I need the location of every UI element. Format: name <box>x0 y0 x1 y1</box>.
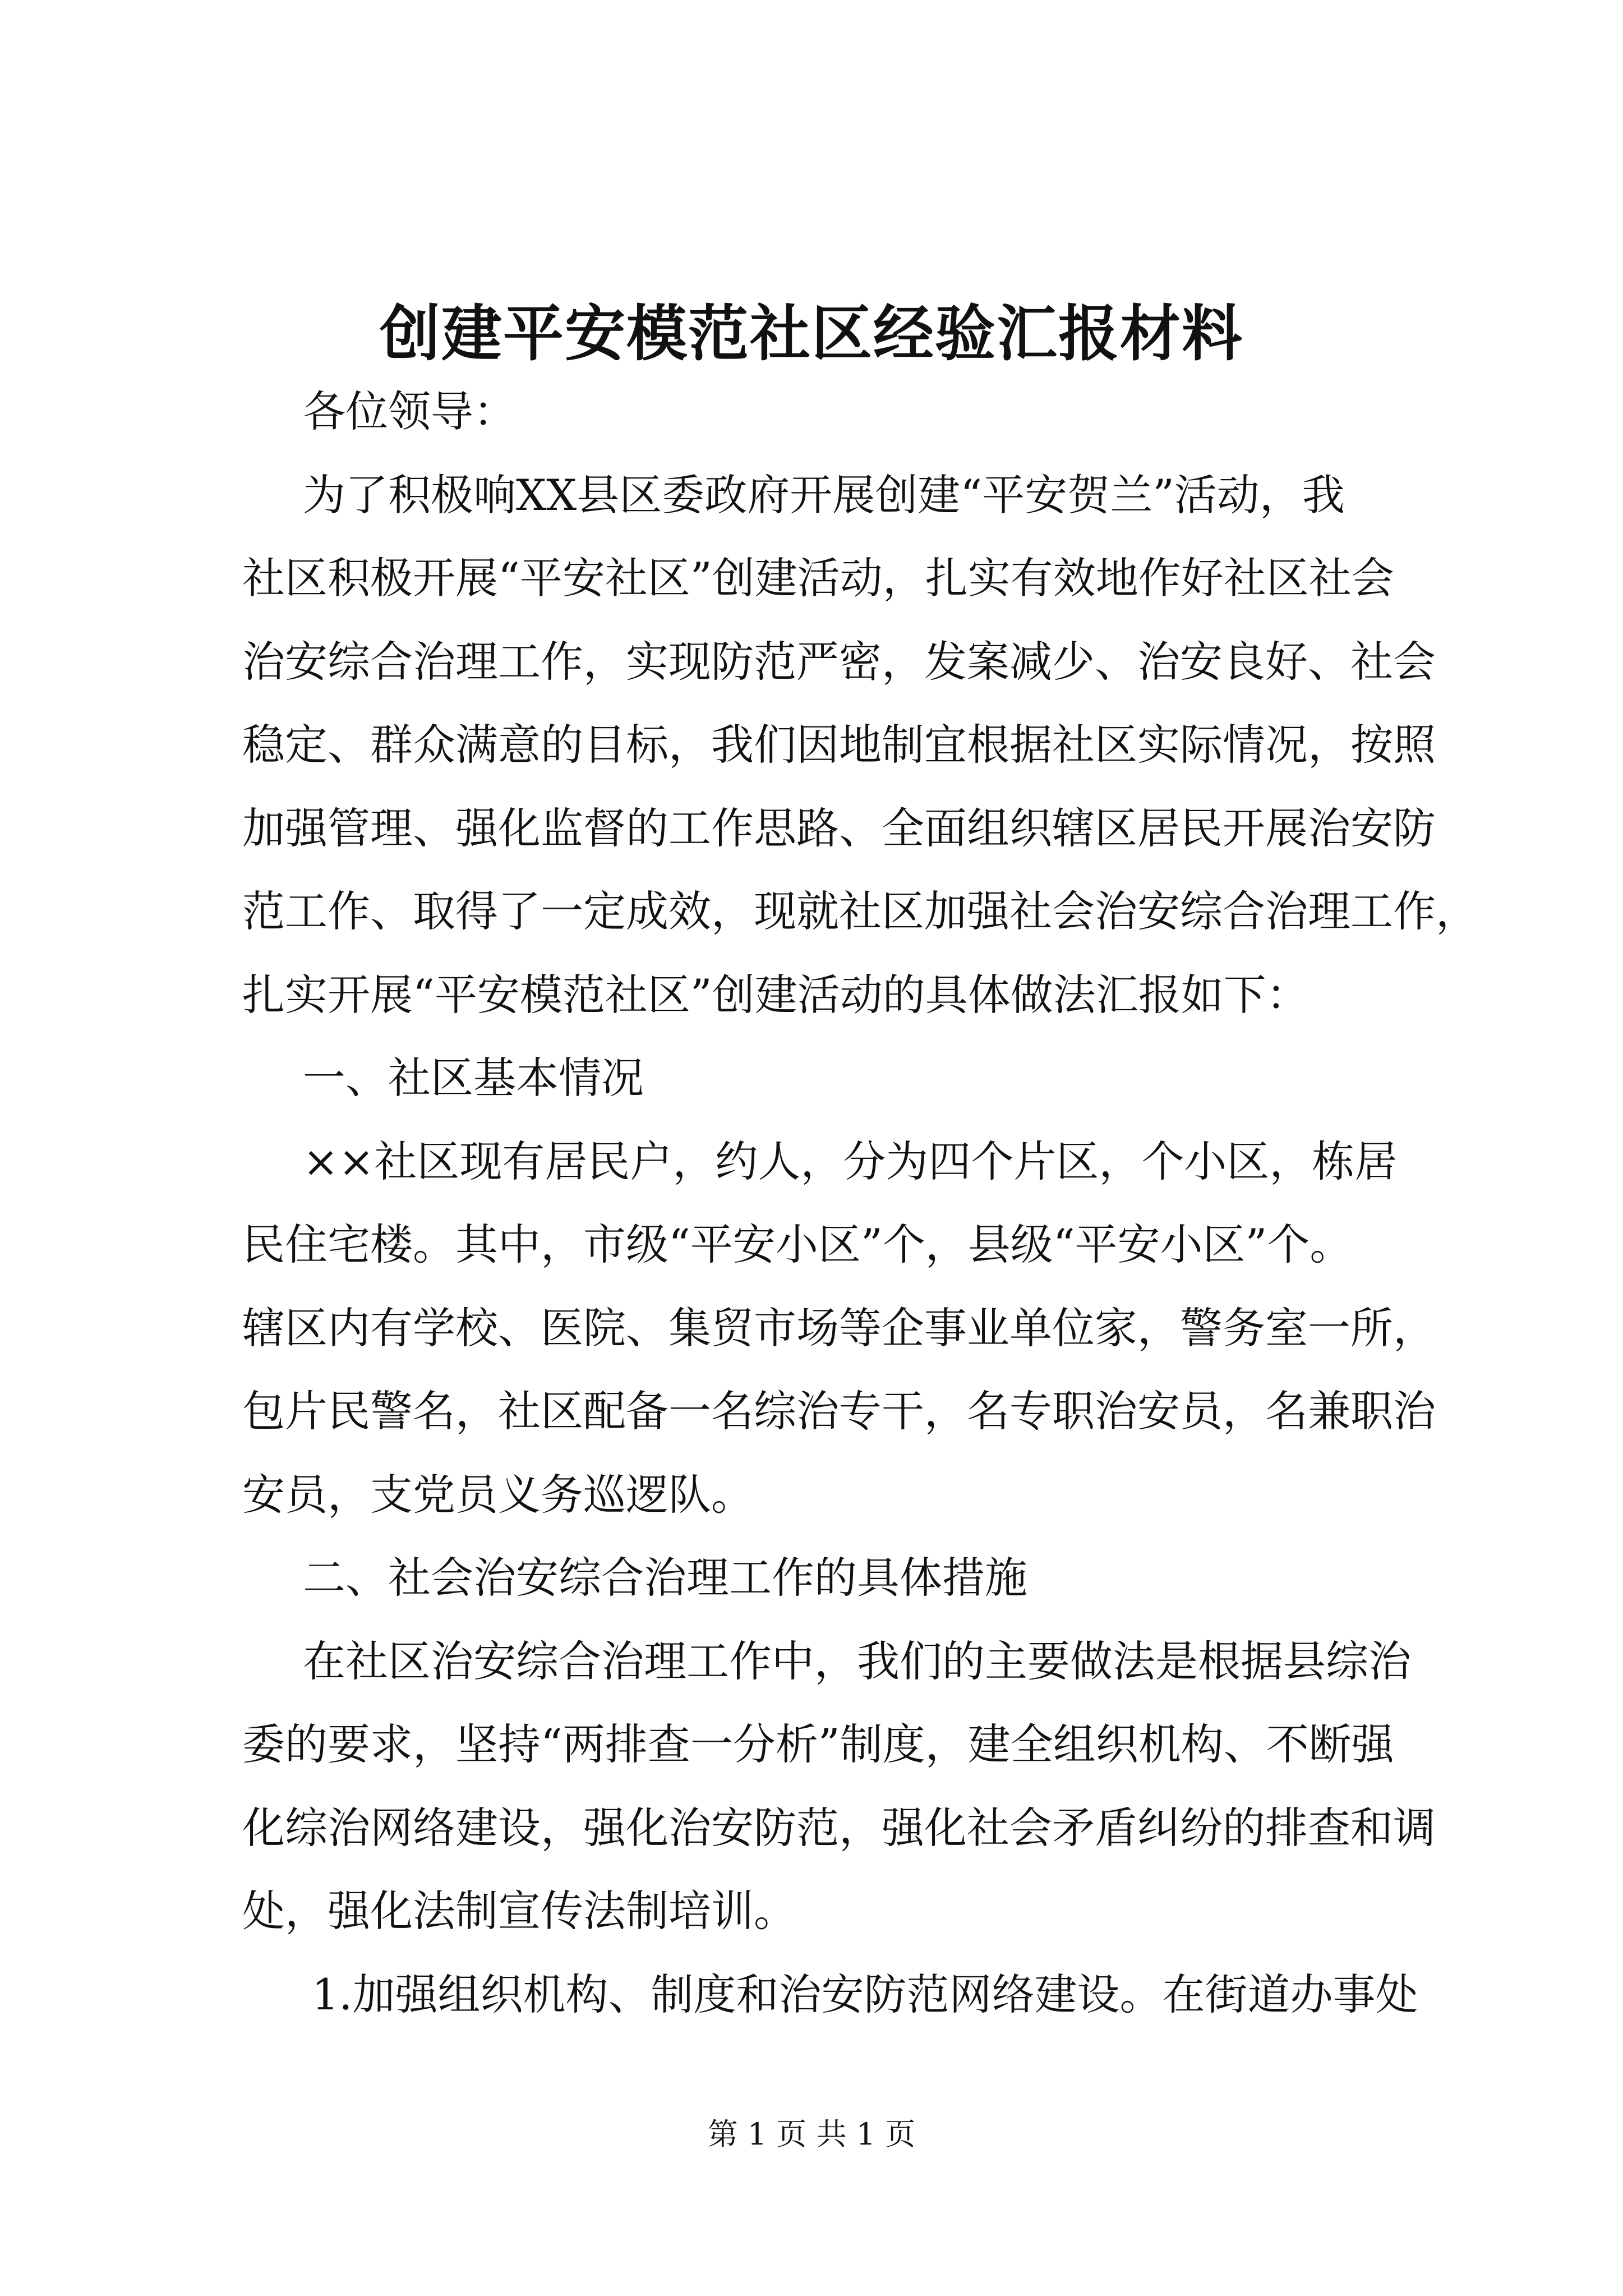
page-footer: 第 1 页 共 1 页 <box>707 2116 916 2152</box>
paragraph-line: 包片民警名，社区配备一名综治专干，名专职治安员，名兼职治 <box>242 1386 1436 1436</box>
document-title: 创建平安模范社区经验汇报材料 <box>379 298 1243 369</box>
numbered-paragraph-line: 1.加强组织机构、制度和治安防范网络建设。在街道办事处 <box>312 1969 1418 2019</box>
paragraph-line: 处，强化法制宣传法制培训。 <box>242 1886 796 1936</box>
paragraph-line: 治安综合治理工作，实现防范严密，发案减少、治安良好、社会 <box>242 636 1436 687</box>
section-heading: 二、社会治安综合治理工作的具体措施 <box>303 1553 1027 1603</box>
paragraph-line: 安员，支党员义务巡逻队。 <box>242 1469 754 1520</box>
paragraph-line: 扎实开展“平安模范社区”创建活动的具体做法汇报如下： <box>242 969 1309 1020</box>
paragraph-line: 加强管理、强化监督的工作思路、全面组织辖区居民开展治安防 <box>242 803 1436 853</box>
paragraph-line: 为了积极响XX县区委政府开展创建“平安贺兰”活动，我 <box>303 470 1345 520</box>
paragraph-line: 委的要求，坚持“两排查一分析”制度，建全组织机构、不断强 <box>242 1719 1394 1769</box>
paragraph-line: 在社区治安综合治理工作中，我们的主要做法是根据县综治 <box>303 1636 1411 1686</box>
paragraph-line: 范工作、取得了一定成效，现就社区加强社会治安综合治理工作， <box>242 886 1478 936</box>
salutation-line: 各位领导： <box>303 386 516 436</box>
paragraph-line: 稳定、群众满意的目标，我们因地制宜根据社区实际情况，按照 <box>242 720 1436 770</box>
paragraph-line: 辖区内有学校、医院、集贸市场等企事业单位家，警务室一所， <box>242 1303 1436 1353</box>
paragraph-line: 化综治网络建设，强化治安防范，强化社会矛盾纠纷的排查和调 <box>242 1802 1436 1853</box>
paragraph-line: 社区积极开展“平安社区”创建活动，扎实有效地作好社区社会 <box>242 553 1394 603</box>
document-body <box>242 370 1478 2036</box>
paragraph-line: 民住宅楼。其中，市级“平安小区”个，县级“平安小区”个。 <box>242 1220 1353 1269</box>
paragraph-line: ××社区现有居民户，约人，分为四个片区，个小区，栋居 <box>303 1136 1398 1186</box>
section-heading: 一、社区基本情况 <box>303 1053 644 1103</box>
